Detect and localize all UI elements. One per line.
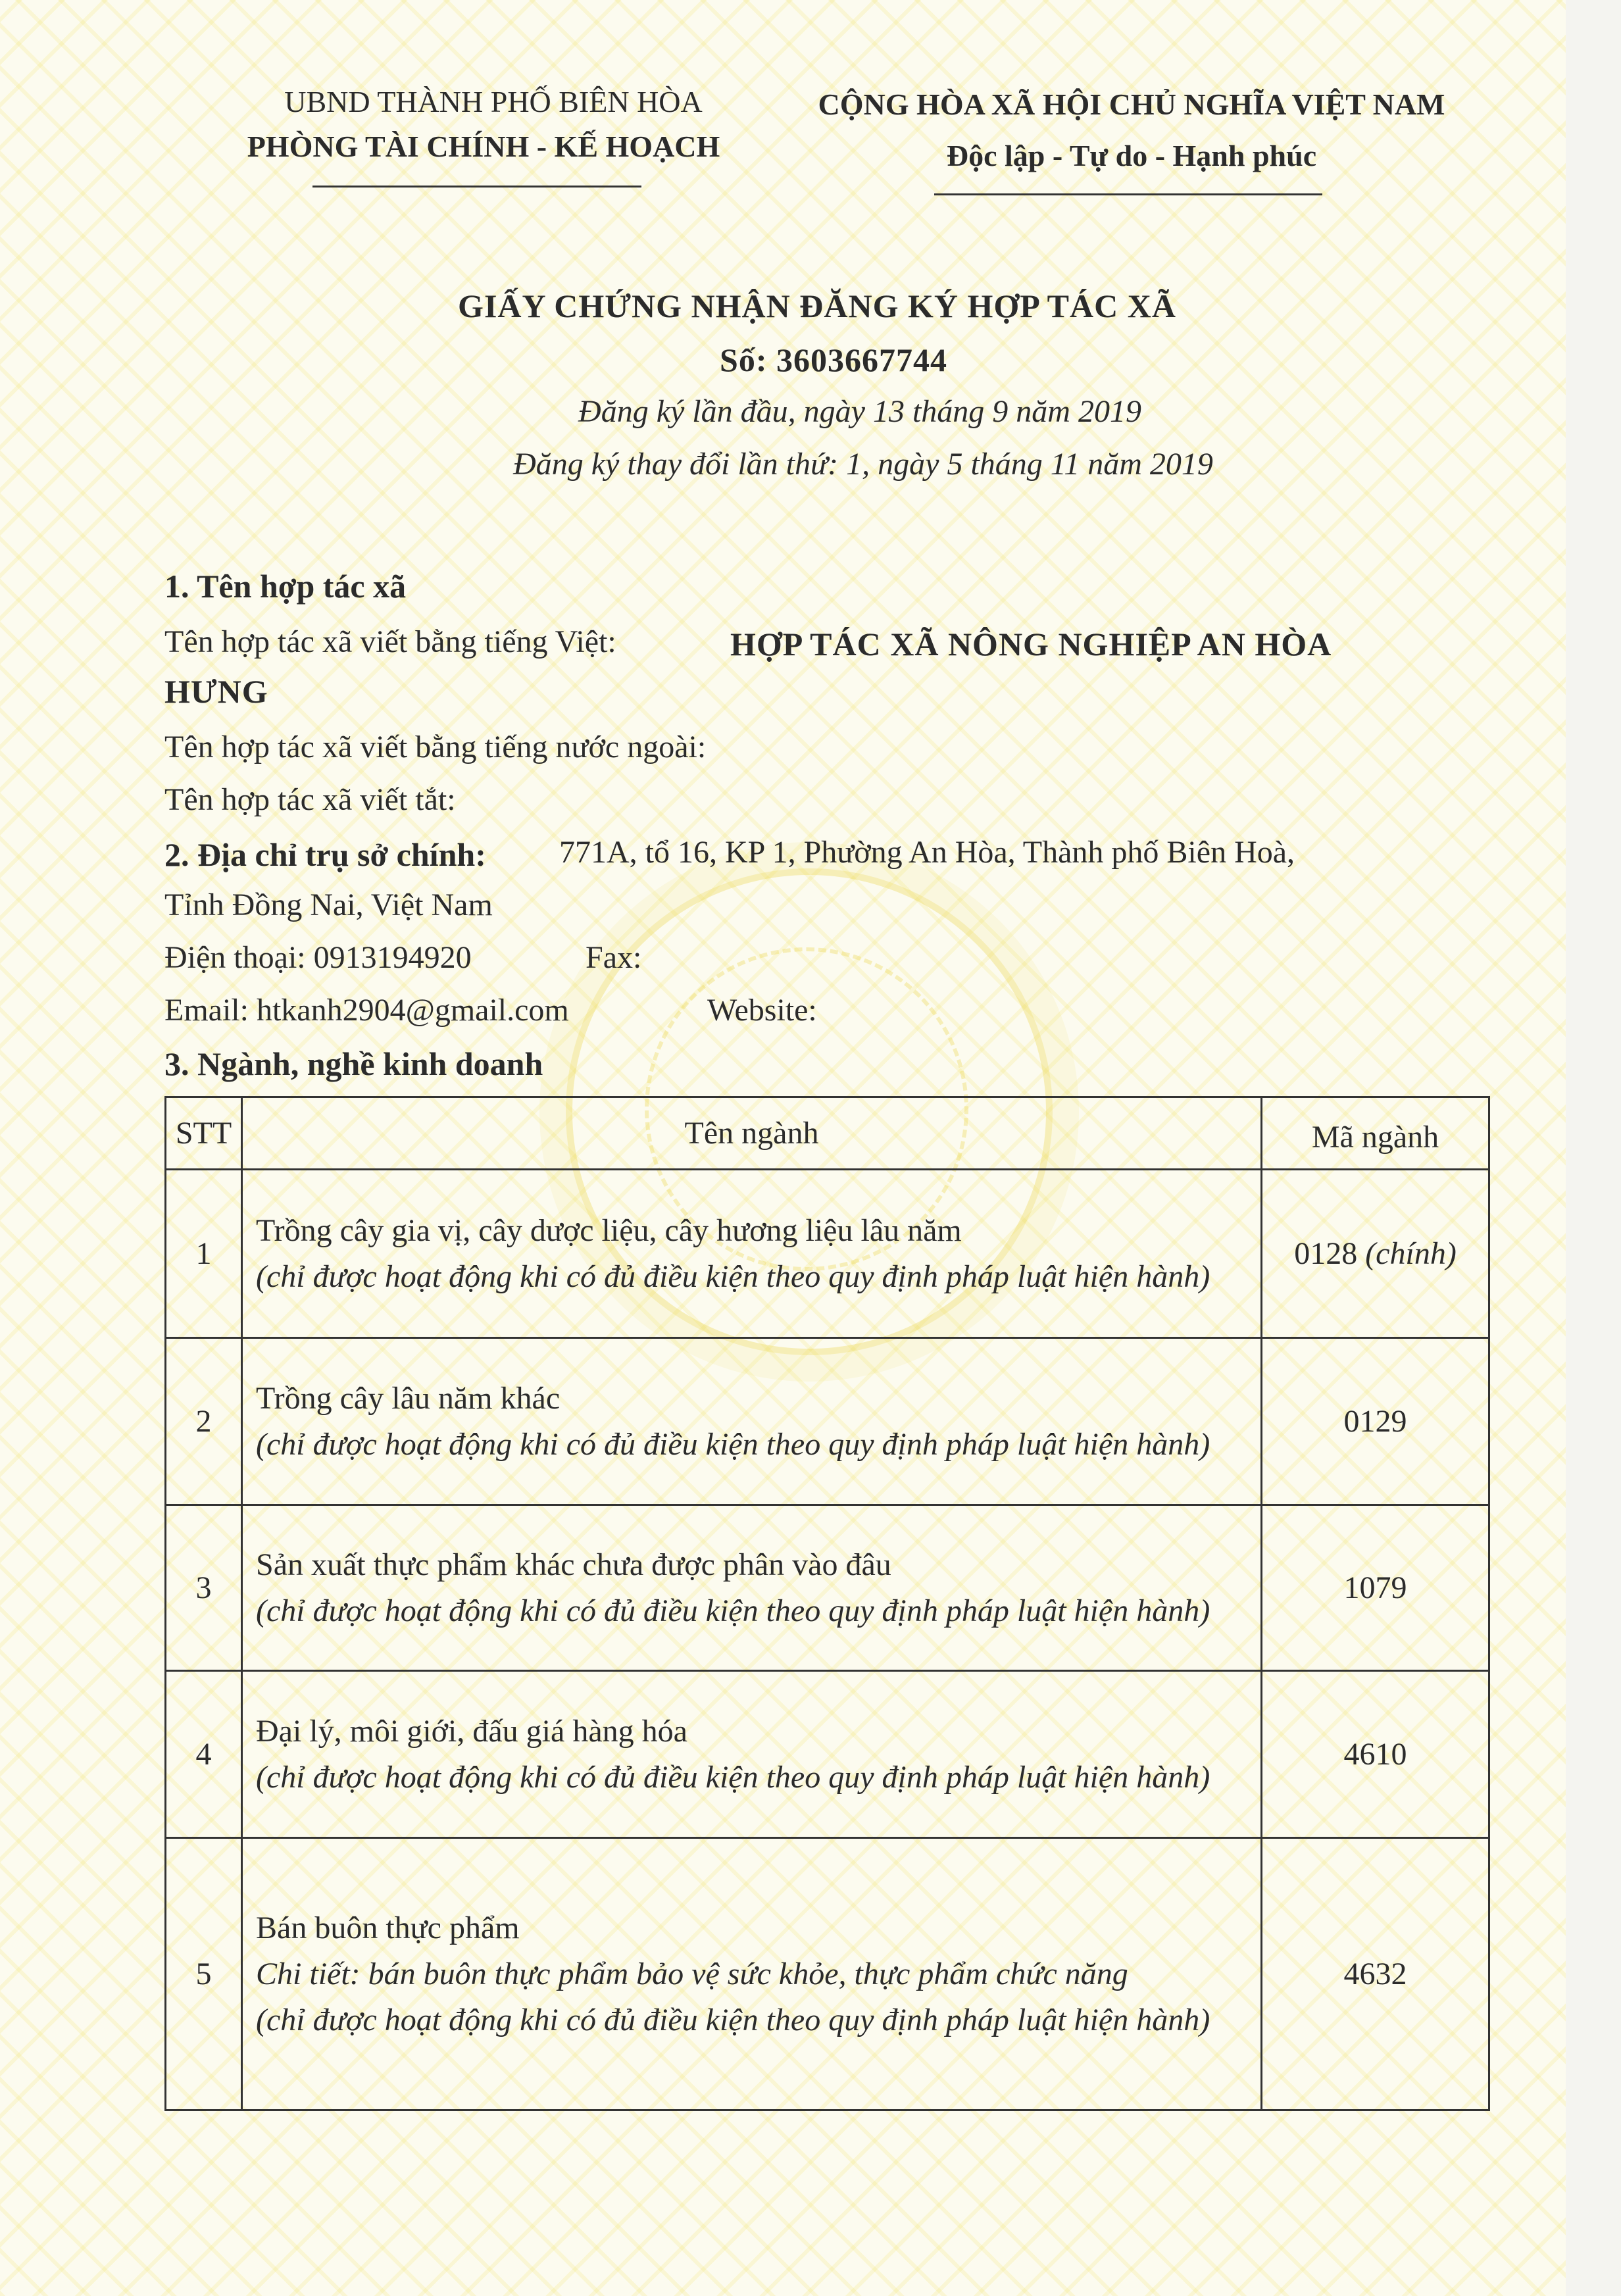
table-row bbox=[166, 1338, 1489, 1505]
email-field: Email: htkanh2904@gmail.com bbox=[164, 993, 569, 1028]
issuer-underline bbox=[312, 186, 641, 187]
row-code-note: (chính) bbox=[1365, 1236, 1457, 1271]
foreign-name-label: Tên hợp tác xã viết bằng tiếng nước ngoài: bbox=[164, 730, 707, 764]
motto-underline bbox=[934, 193, 1322, 195]
section-3-heading: 3. Ngành, nghề kinh doanh bbox=[164, 1045, 543, 1082]
row-code-cell bbox=[1262, 1170, 1489, 1338]
row-code: 4632 bbox=[1343, 1957, 1407, 1991]
abbr-name-label: Tên hợp tác xã viết tắt: bbox=[164, 782, 456, 817]
row-name-cell bbox=[242, 1838, 1262, 2110]
row-note: (chỉ được hoạt động khi có đủ điều kiện theo quy định pháp luật hiện hành) bbox=[256, 2002, 1210, 2037]
website-field: Website: bbox=[707, 993, 817, 1028]
table-row bbox=[166, 1838, 1489, 2110]
row-stt: 3 bbox=[166, 1505, 242, 1671]
row-note: (chỉ được hoạt động khi có đủ điều kiện theo quy định pháp luật hiện hành) bbox=[256, 1426, 1210, 1462]
issuer-department: PHÒNG TÀI CHÍNH - KẾ HOẠCH bbox=[247, 130, 720, 163]
table-row bbox=[166, 1170, 1489, 1338]
section-1-heading: 1. Tên hợp tác xã bbox=[164, 568, 407, 605]
address-line-1: 771A, tổ 16, KP 1, Phường An Hòa, Thành phố Biên Hoà, bbox=[559, 835, 1295, 870]
fax-field: Fax: bbox=[586, 940, 642, 975]
row-name: Sản xuất thực phẩm khác chưa được phân vào đâu bbox=[256, 1547, 891, 1582]
table-row bbox=[166, 1505, 1489, 1671]
row-name-cell bbox=[242, 1338, 1262, 1505]
registration-number: Số: 3603667744 bbox=[720, 341, 947, 378]
row-note: (chỉ được hoạt động khi có đủ điều kiện theo quy định pháp luật hiện hành) bbox=[256, 1593, 1210, 1628]
row-code-cell bbox=[1262, 1505, 1489, 1671]
section-2-heading: 2. Địa chỉ trụ sở chính: bbox=[164, 836, 486, 873]
row-note: (chỉ được hoạt động khi có đủ điều kiện theo quy định pháp luật hiện hành) bbox=[256, 1259, 1210, 1294]
national-motto: Độc lập - Tự do - Hạnh phúc bbox=[946, 139, 1317, 172]
country-name: CỘNG HÒA XÃ HỘI CHỦ NGHĨA VIỆT NAM bbox=[818, 87, 1445, 121]
phone-field: Điện thoại: 0913194920 bbox=[164, 940, 472, 975]
document-title: GIẤY CHỨNG NHẬN ĐĂNG KÝ HỢP TÁC XÃ bbox=[458, 287, 1176, 324]
row-code: 4610 bbox=[1343, 1737, 1407, 1772]
row-name-cell bbox=[242, 1671, 1262, 1838]
row-code: 0129 bbox=[1343, 1404, 1407, 1439]
row-stt: 2 bbox=[166, 1338, 242, 1505]
row-code-cell bbox=[1262, 1838, 1489, 2110]
business-lines-table bbox=[164, 1096, 1490, 2111]
row-name: Bán buôn thực phẩm bbox=[256, 1910, 520, 1945]
issuer-authority: UBND THÀNH PHỐ BIÊN HÒA bbox=[284, 85, 703, 118]
row-stt: 1 bbox=[166, 1170, 242, 1338]
vn-name-value: HỢP TÁC XÃ NÔNG NGHIỆP AN HÒA bbox=[730, 626, 1332, 662]
column-header-stt: STT bbox=[166, 1097, 242, 1170]
row-stt: 4 bbox=[166, 1671, 242, 1838]
row-name: Đại lý, môi giới, đấu giá hàng hóa bbox=[256, 1713, 687, 1749]
address-line-2: Tỉnh Đồng Nai, Việt Nam bbox=[164, 887, 493, 922]
row-name: Trồng cây gia vị, cây dược liệu, cây hương liệu lâu năm bbox=[256, 1212, 962, 1248]
vn-name-value-cont: HƯNG bbox=[164, 673, 268, 710]
table-row bbox=[166, 1671, 1489, 1838]
change-registration-date: Đăng ký thay đổi lần thứ: 1, ngày 5 tháng 11 năm 2019 bbox=[513, 447, 1213, 482]
row-code-cell bbox=[1262, 1338, 1489, 1505]
row-code-cell bbox=[1262, 1671, 1489, 1838]
row-name-cell bbox=[242, 1170, 1262, 1338]
row-note: (chỉ được hoạt động khi có đủ điều kiện theo quy định pháp luật hiện hành) bbox=[256, 1759, 1210, 1795]
row-code: 1079 bbox=[1343, 1570, 1407, 1605]
vn-name-label: Tên hợp tác xã viết bằng tiếng Việt: bbox=[164, 624, 616, 659]
column-header-code: Mã ngành bbox=[1262, 1097, 1489, 1170]
row-detail: Chi tiết: bán buôn thực phẩm bảo vệ sức khỏe, thực phẩm chức năng bbox=[256, 1956, 1128, 1991]
row-stt: 5 bbox=[166, 1838, 242, 2110]
first-registration-date: Đăng ký lần đầu, ngày 13 tháng 9 năm 2019 bbox=[578, 394, 1141, 429]
table-header-row bbox=[166, 1097, 1489, 1170]
row-code: 0128 bbox=[1294, 1236, 1358, 1271]
row-name: Trồng cây lâu năm khác bbox=[256, 1380, 561, 1416]
row-name-cell bbox=[242, 1505, 1262, 1671]
column-header-name: Tên ngành bbox=[242, 1097, 1262, 1170]
